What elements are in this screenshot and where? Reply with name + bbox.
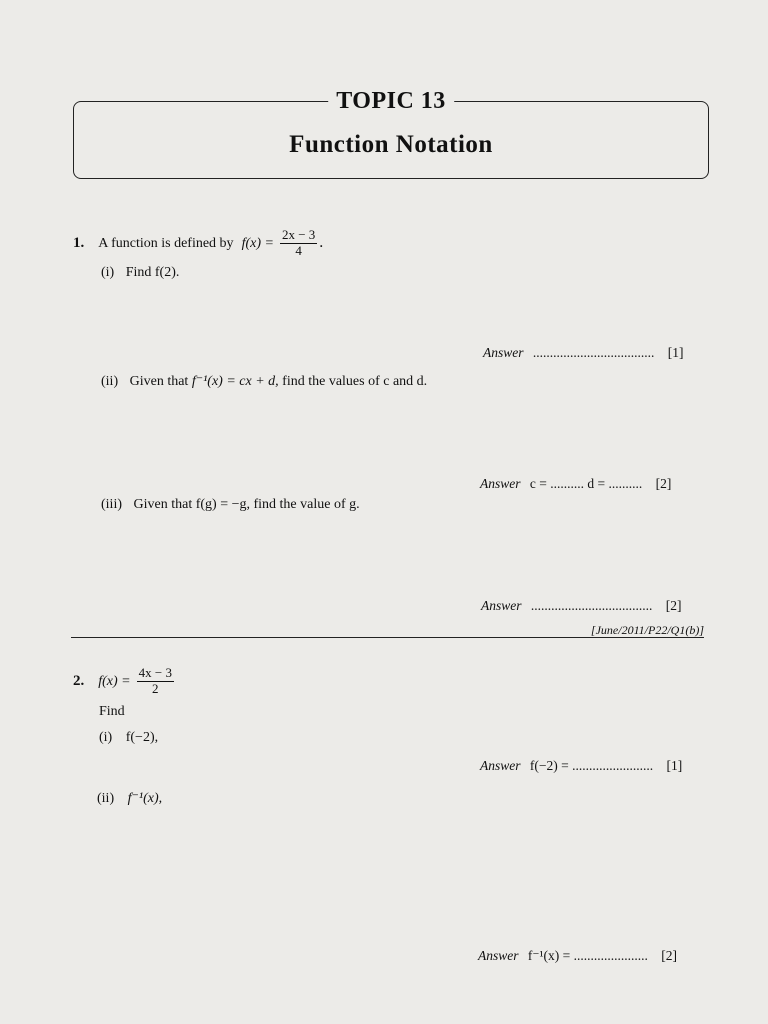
- function-lhs: f(x) =: [98, 674, 131, 690]
- answer-label: Answer: [480, 758, 521, 773]
- marks: [2]: [665, 598, 682, 613]
- question-text: A function is defined by: [98, 236, 234, 252]
- part-label: (ii): [101, 374, 119, 389]
- fraction: [137, 666, 174, 697]
- find-label: Find: [99, 704, 125, 719]
- question-number: 1.: [73, 235, 85, 252]
- answer-expr: f(−2) = ........................: [529, 758, 654, 773]
- answer-line-1-ii: [480, 476, 671, 492]
- topic-label: TOPIC 13: [328, 88, 454, 115]
- answer-line-2-ii: [478, 948, 677, 964]
- fraction-denominator: 2: [152, 680, 159, 696]
- answer-label: Answer: [480, 476, 521, 491]
- part-label: (iii): [101, 497, 122, 512]
- inverse-expression: f⁻¹(x) = cx + d,: [191, 374, 279, 389]
- answer-expr: f⁻¹(x) = ......................: [527, 948, 648, 963]
- part-label: (i): [101, 265, 115, 280]
- part-text: Find f(2).: [125, 265, 180, 280]
- part-text: f⁻¹(x),: [127, 791, 163, 806]
- part-label: (ii): [97, 791, 115, 806]
- part-text: f(−2),: [125, 730, 159, 745]
- part-2-ii: [97, 790, 162, 807]
- part-label: (i): [99, 730, 113, 745]
- fraction-denominator: 4: [295, 242, 302, 258]
- answer-label: Answer: [481, 598, 522, 613]
- question-1-stem: [73, 228, 323, 259]
- answer-d: d = ..........: [587, 476, 643, 491]
- fraction-numerator: 4x − 3: [138, 665, 172, 680]
- answer-line-1-iii: [481, 598, 682, 614]
- topic-header-box: [73, 88, 709, 179]
- function-lhs: f(x) =: [241, 236, 274, 252]
- source-reference: [June/2011/P22/Q1(b)]: [590, 623, 704, 637]
- part-text-after: find the values of c and d.: [282, 374, 428, 389]
- answer-line-1-i: [483, 345, 684, 361]
- marks: [2]: [655, 476, 672, 491]
- fraction: [280, 228, 317, 259]
- answer-dots: ....................................: [532, 345, 655, 360]
- answer-label: Answer: [483, 345, 524, 360]
- answer-c: c = ..........: [529, 476, 588, 491]
- marks: [1]: [666, 758, 683, 773]
- marks: [2]: [661, 948, 678, 963]
- question-divider: [71, 637, 704, 638]
- answer-line-2-i: [480, 758, 682, 774]
- part-1-i: [101, 265, 179, 281]
- part-1-iii: [101, 497, 360, 513]
- page-title: Function Notation: [289, 131, 493, 158]
- period: .: [319, 234, 324, 252]
- part-text: Given that f(g) = −g, find the value of g.: [133, 497, 360, 512]
- answer-label: Answer: [478, 948, 519, 963]
- marks: [1]: [667, 345, 684, 360]
- fraction-numerator: 2x − 3: [281, 227, 316, 242]
- question-2-stem: [73, 666, 176, 697]
- part-2-i: [99, 730, 158, 746]
- question-number: 2.: [73, 673, 85, 690]
- answer-dots: ....................................: [530, 598, 653, 613]
- part-1-ii: [101, 373, 427, 390]
- part-text: Given that: [129, 374, 189, 389]
